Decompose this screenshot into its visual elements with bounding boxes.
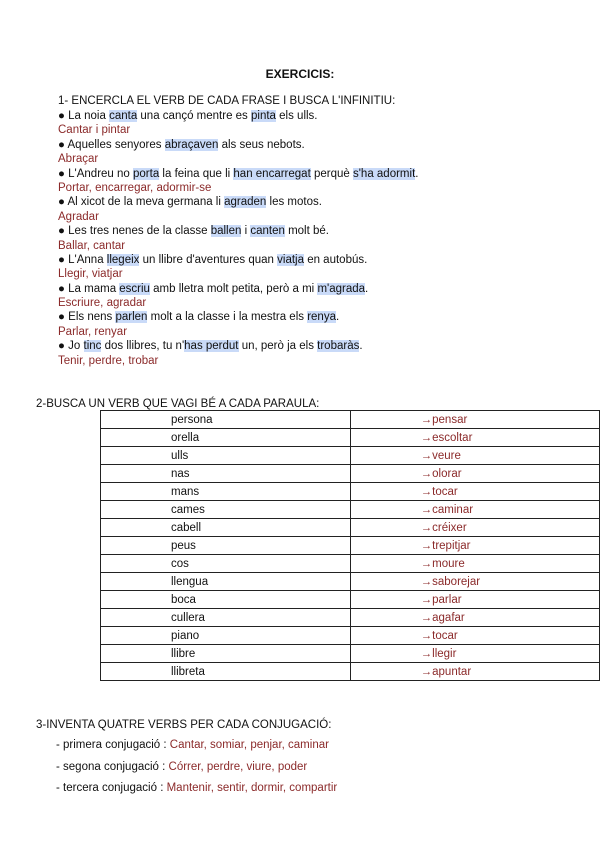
table-row: [101, 411, 600, 429]
verb-highlight: tinc: [83, 340, 102, 353]
conjugation-item: [36, 781, 576, 803]
sentence-text: molt bé.: [284, 225, 329, 238]
bullet-icon: ●: [58, 138, 65, 151]
sentence-text: .: [415, 167, 419, 180]
bullet-icon: ●: [58, 282, 65, 295]
conjugation-item: [36, 760, 576, 782]
sentence-text: als seus nebots.: [218, 138, 305, 151]
sentence-text: .: [359, 340, 363, 353]
exercise-1-items: [58, 109, 578, 368]
word-cell: cabell: [101, 519, 351, 537]
sentence-text: Aquelles senyores: [64, 138, 165, 151]
table-row: [101, 447, 600, 465]
sentence-text: una cançó mentre es: [137, 110, 252, 122]
conjugation-answer: Cantar, somiar, penjar, caminar: [169, 739, 329, 751]
table-row: [101, 519, 600, 537]
verb-highlight: pinta: [251, 110, 276, 122]
bullet-icon: ●: [58, 311, 65, 324]
verb-highlight: han encarregat: [233, 167, 311, 180]
verb-cell: →tocar: [350, 627, 599, 645]
word-cell: piano: [101, 627, 351, 645]
bullet-icon: ●: [58, 196, 65, 209]
word-cell: ulls: [101, 447, 351, 465]
table-row: [101, 555, 600, 573]
verb-cell: →olorar: [350, 465, 599, 483]
word-verb-table: [100, 410, 600, 681]
sentence-text: els ulls.: [275, 110, 318, 122]
word-cell: llibre: [101, 645, 351, 663]
bullet-icon: ●: [58, 225, 65, 238]
sentence-text: amb lletra molt petita, però a mi: [149, 282, 318, 295]
sentence-text: la feina que li: [159, 167, 234, 180]
exercise-3-items: [36, 738, 576, 803]
verb-cell: →pensar: [350, 411, 599, 429]
verb-cell: →llegir: [350, 645, 599, 663]
word-cell: cullera: [101, 609, 351, 627]
word-cell: cames: [101, 501, 351, 519]
sentence-text: Els nens: [64, 311, 116, 324]
conjugation-label: - tercera conjugació :: [56, 782, 167, 794]
sentence-text: Al xicot de la meva germana li: [64, 196, 225, 209]
verb-highlight: escriu: [119, 282, 150, 295]
sentence-text: i: [241, 225, 251, 238]
table-row: [101, 609, 600, 627]
word-cell: peus: [101, 537, 351, 555]
verb-cell: →saborejar: [350, 573, 599, 591]
sentence-text: un, però ja els: [238, 340, 318, 353]
bullet-icon: ●: [58, 167, 65, 180]
verb-cell: →veure: [350, 447, 599, 465]
verb-highlight: agraden: [224, 196, 267, 209]
bullet-icon: ●: [58, 110, 65, 122]
verb-cell: →agafar: [350, 609, 599, 627]
sentence-text: La mama: [64, 282, 120, 295]
verb-highlight: has perdut: [184, 340, 239, 353]
word-cell: llengua: [101, 573, 351, 591]
word-cell: persona: [101, 411, 351, 429]
exercise-1: [58, 93, 578, 368]
conjugation-label: - primera conjugació :: [56, 739, 170, 751]
sentence: [58, 253, 578, 267]
infinitive-answer: Llegir, viatjar: [58, 268, 123, 281]
table-row: [101, 429, 600, 447]
word-cell: mans: [101, 483, 351, 501]
verb-cell: →créixer: [350, 519, 599, 537]
sentence-text: Jo: [64, 340, 84, 353]
sentence-text: les motos.: [266, 196, 322, 209]
exercise-3: [36, 718, 576, 803]
sentence: [58, 224, 578, 238]
infinitive-answer: Abraçar: [58, 153, 99, 166]
sentence-text: L'Andreu no: [64, 167, 134, 180]
sentence: [58, 195, 578, 209]
table-row: [101, 501, 600, 519]
sentence-text: perquè: [310, 167, 353, 180]
sentence: [58, 310, 578, 324]
verb-highlight: canta: [109, 110, 138, 122]
word-cell: boca: [101, 591, 351, 609]
verb-highlight: abraçaven: [164, 138, 219, 151]
sentence-text: .: [335, 311, 340, 324]
verb-highlight: ballen: [210, 225, 242, 238]
table-row: [101, 663, 600, 681]
sentence: [58, 109, 578, 123]
bullet-icon: ●: [58, 253, 65, 266]
sentence-text: La noia: [64, 110, 110, 122]
sentence-text: un llibre d'aventures quan: [139, 253, 278, 266]
infinitive-answer: Escriure, agradar: [58, 297, 147, 310]
verb-highlight: renya: [307, 311, 336, 324]
sentence-text: dos llibres, tu n': [101, 340, 185, 353]
verb-highlight: viatja: [277, 253, 304, 266]
infinitive-answer: Ballar, cantar: [58, 239, 126, 252]
table-row: [101, 465, 600, 483]
table-row: [101, 573, 600, 591]
exercise-1-heading: 1- ENCERCLA EL VERB DE CADA FRASE I BUSCA L'INFINITIU:: [58, 95, 396, 107]
page-title: EXERCICIS:: [265, 67, 335, 81]
table-row: [101, 483, 600, 501]
sentence: [58, 282, 578, 296]
conjugation-answer: Córrer, perdre, viure, poder: [168, 760, 308, 773]
sentence-text: L'Anna: [64, 253, 107, 266]
verb-highlight: porta: [133, 167, 160, 180]
sentence: [58, 167, 578, 181]
sentence-text: molt a la classe i la mestra els: [147, 311, 308, 324]
verb-cell: →parlar: [350, 591, 599, 609]
infinitive-answer: Parlar, renyar: [58, 325, 128, 338]
verb-cell: →trepitjar: [350, 537, 599, 555]
word-cell: llibreta: [101, 663, 351, 681]
sentence-text: Les tres nenes de la classe: [64, 225, 211, 238]
conjugation-item: [36, 738, 576, 760]
word-cell: nas: [101, 465, 351, 483]
verb-cell: →apuntar: [350, 663, 599, 681]
sentence: [58, 138, 578, 152]
sentence-text: .: [365, 282, 369, 295]
verb-highlight: canten: [250, 225, 285, 238]
verb-highlight: trobaràs: [317, 340, 360, 353]
verb-cell: →escoltar: [350, 429, 599, 447]
word-cell: cos: [101, 555, 351, 573]
exercise-2-heading: 2-BUSCA UN VERB QUE VAGI BÉ A CADA PARAULA:: [36, 398, 320, 410]
infinitive-answer: Cantar i pintar: [58, 124, 131, 137]
infinitive-answer: Tenir, perdre, trobar: [58, 354, 159, 367]
bullet-icon: ●: [58, 340, 65, 353]
word-cell: orella: [101, 429, 351, 447]
table-row: [101, 537, 600, 555]
table-row: [101, 645, 600, 663]
sentence-text: en autobús.: [304, 253, 368, 266]
verb-cell: →moure: [350, 555, 599, 573]
exercise-3-heading: 3-INVENTA QUATRE VERBS PER CADA CONJUGACIÓ:: [36, 719, 332, 731]
infinitive-answer: Portar, encarregar, adormir-se: [58, 181, 212, 194]
table-row: [101, 627, 600, 645]
verb-highlight: s'ha adormit: [352, 167, 416, 180]
table-row: [101, 591, 600, 609]
verb-highlight: m'agrada: [317, 282, 366, 295]
verb-cell: →tocar: [350, 483, 599, 501]
verb-cell: →caminar: [350, 501, 599, 519]
conjugation-label: - segona conjugació :: [56, 760, 169, 773]
verb-highlight: llegeix: [106, 253, 140, 266]
sentence: [58, 339, 578, 353]
verb-highlight: parlen: [115, 311, 148, 324]
conjugation-answer: Mantenir, sentir, dormir, compartir: [166, 782, 338, 794]
infinitive-answer: Agradar: [58, 210, 99, 223]
